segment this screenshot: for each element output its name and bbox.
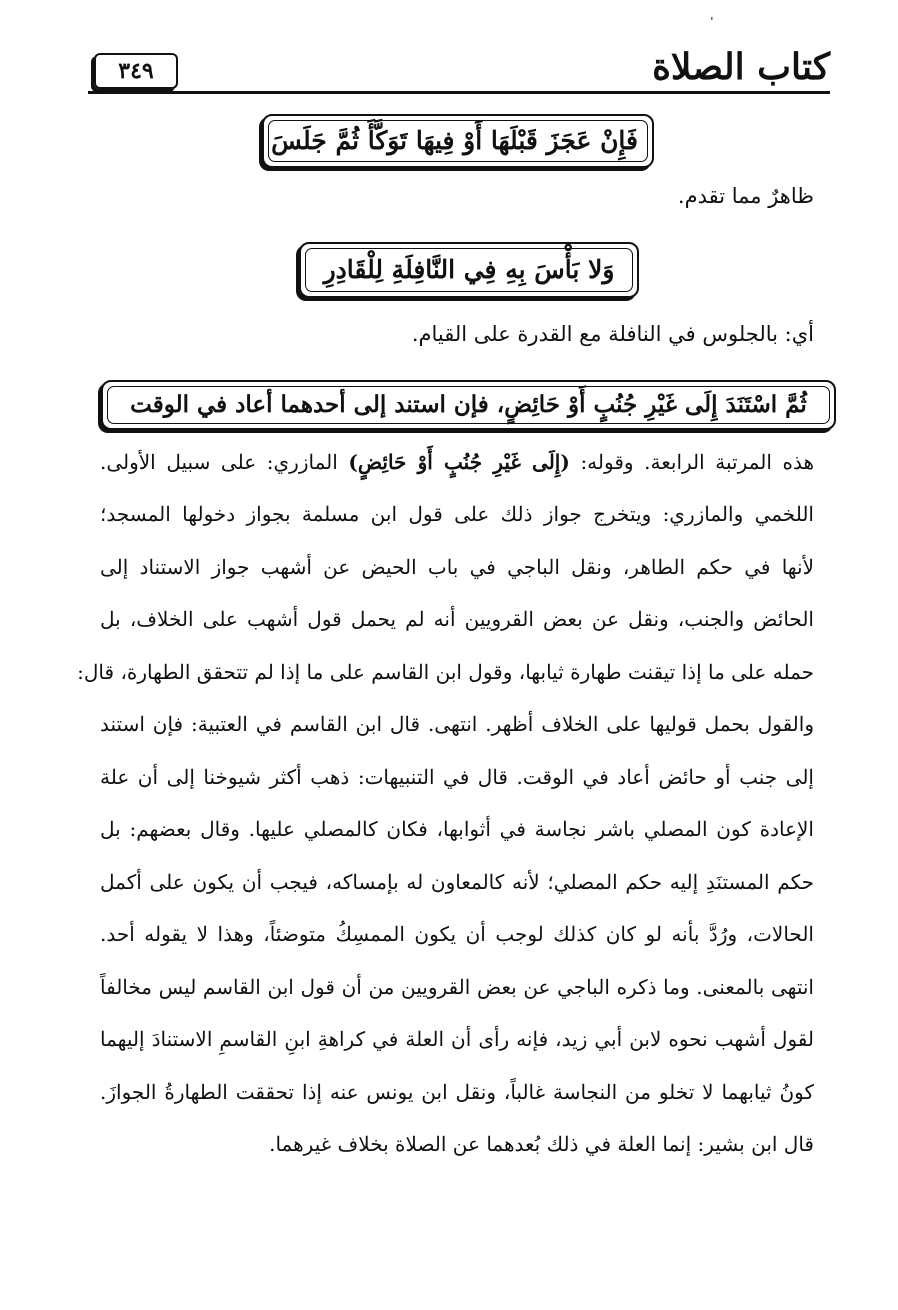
body-line: حكم المستنَدِ إليه حكم المصلي؛ لأنه كالمعاون له بإمساكه، فيجب أن يكون على أكمل bbox=[100, 870, 814, 894]
quoted-matn: (إِلَى غَيْرِ جُنُبٍ أَوْ حَائِضٍ) bbox=[348, 450, 570, 474]
body-line: والقول بحمل قوليها على الخلاف أظهر. انتهى. قال ابن القاسم في العتبية: فإن استند bbox=[100, 712, 814, 736]
body-text: هذه المرتبة الرابعة. وقوله: bbox=[569, 450, 815, 474]
body-text: المازري: على سبيل الأولى. bbox=[100, 450, 349, 474]
body-line: الإعادة كون المصلي باشر نجاسة في أثوابها، فكان كالمصلي عليها. وقال بعضهم: بل bbox=[100, 817, 814, 841]
body-line bbox=[100, 447, 814, 477]
body-line: لأنها في حكم الطاهر، ونقل الباجي في باب الحيض عن أشهب جواز الاستناد إلى bbox=[100, 555, 814, 579]
matn-text-2: وَلا بَأْسَ بِهِ فِي النَّافِلَةِ لِلْقَادِرِ bbox=[323, 255, 615, 284]
body-line: كونُ ثيابهما لا تخلو من النجاسة غالباً، ونقل ابن يونس عنه إذا تحققت الطهارةُ الجوازَ. bbox=[100, 1080, 814, 1104]
page-header bbox=[88, 45, 830, 97]
body-line: الحائض والجنب، ونقل عن بعض القرويين أنه لم يحمل قول أشهب على الخلاف، بل bbox=[100, 607, 814, 631]
matn-text-1: فَإِنْ عَجَزَ قَبْلَهَا أَوْ فِيهَا تَوَكَّأَ ثُمَّ جَلَسَ bbox=[271, 126, 638, 155]
commentary-line-1: ظاهرٌ مما تقدم. bbox=[677, 184, 814, 208]
matn-text-3: ثُمَّ اسْتَنَدَ إِلَى غَيْرِ جُنُبٍ أَوْ حَائِضٍ، فإن استند إلى أحدهما أعاد في الوقت bbox=[130, 391, 807, 418]
page-number: ٣٤٩ bbox=[94, 53, 178, 89]
body-line: لقول أشهب نحوه لابن أبي زيد، فإنه رأى أن العلة في كراهةِ ابنِ القاسمِ الاستنادَ إليهما bbox=[100, 1027, 814, 1051]
matn-box-1 bbox=[262, 114, 654, 168]
body-line: حمله على ما إذا تيقنت طهارة ثيابها، وقول ابن القاسم على ما إذا لم تتحقق الطهارة، قال: bbox=[77, 660, 814, 684]
body-line: إلى جنب أو حائض أعاد في الوقت. قال في التنبيهات: ذهب أكثر شيوخنا إلى أن علة bbox=[100, 765, 814, 789]
body-line: انتهى بالمعنى. وما ذكره الباجي عن بعض القرويين من أن قول ابن القاسم ليس مخالفاً bbox=[100, 975, 814, 999]
matn-box-2 bbox=[299, 242, 639, 298]
book-title: كتاب الصلاة bbox=[652, 46, 830, 88]
matn-box-3 bbox=[101, 380, 836, 430]
commentary-line-2: أي: بالجلوس في النافلة مع القدرة على القيام. bbox=[411, 322, 814, 346]
body-line: الحالات، ورُدَّ بأنه لو كان كذلك لوجب أن يكون الممسِكُ متوضئاً، وهذا لا يقوله أحد. bbox=[100, 922, 814, 946]
header-rule bbox=[88, 91, 830, 94]
body-line: قال ابن بشير: إنما العلة في ذلك بُعدهما عن الصلاة بخلاف غيرهما. bbox=[269, 1132, 814, 1156]
body-line: اللخمي والمازري: ويتخرج جواز ذلك على قول ابن مسلمة بجواز دخولها المسجد؛ bbox=[100, 502, 814, 526]
